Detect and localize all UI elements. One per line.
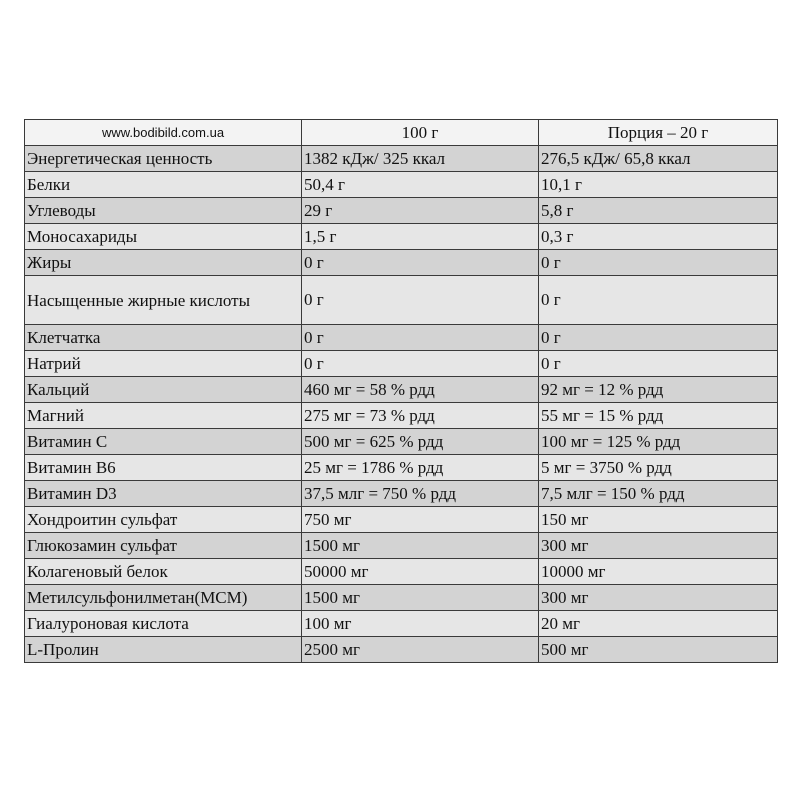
header-row [25, 120, 778, 146]
value-portion: 0 г [539, 276, 778, 325]
table-row [25, 146, 778, 172]
table-header [25, 120, 778, 146]
value-portion: 5 мг = 3750 % рдд [539, 455, 778, 481]
value-portion: 500 мг [539, 637, 778, 663]
value-100g: 25 мг = 1786 % рдд [302, 455, 539, 481]
value-portion: 10000 мг [539, 559, 778, 585]
nutrient-name: Витамин В6 [25, 455, 302, 481]
nutrient-name: Витамин С [25, 429, 302, 455]
table-row [25, 351, 778, 377]
table-row [25, 507, 778, 533]
table-row [25, 533, 778, 559]
value-portion: 92 мг = 12 % рдд [539, 377, 778, 403]
value-portion: 100 мг = 125 % рдд [539, 429, 778, 455]
value-portion: 276,5 кДж/ 65,8 ккал [539, 146, 778, 172]
value-100g: 100 мг [302, 611, 539, 637]
value-100g: 460 мг = 58 % рдд [302, 377, 539, 403]
value-100g: 1,5 г [302, 224, 539, 250]
nutrition-table [24, 119, 778, 663]
nutrient-name: Клетчатка [25, 325, 302, 351]
table-row [25, 637, 778, 663]
value-100g: 0 г [302, 325, 539, 351]
value-portion: 0 г [539, 351, 778, 377]
table-body [25, 146, 778, 663]
value-portion: 5,8 г [539, 198, 778, 224]
value-100g: 29 г [302, 198, 539, 224]
table-row [25, 325, 778, 351]
value-portion: 150 мг [539, 507, 778, 533]
nutrient-name: Гиалуроновая кислота [25, 611, 302, 637]
nutrient-name: Кальций [25, 377, 302, 403]
value-100g: 1382 кДж/ 325 ккал [302, 146, 539, 172]
value-100g: 0 г [302, 351, 539, 377]
value-100g: 0 г [302, 250, 539, 276]
nutrient-name: Энергетическая ценность [25, 146, 302, 172]
nutrient-name: Глюкозамин сульфат [25, 533, 302, 559]
nutrient-name: Жиры [25, 250, 302, 276]
table-row [25, 429, 778, 455]
value-100g: 50,4 г [302, 172, 539, 198]
nutrient-name: L-Пролин [25, 637, 302, 663]
table-row [25, 585, 778, 611]
value-100g: 37,5 млг = 750 % рдд [302, 481, 539, 507]
value-100g: 750 мг [302, 507, 539, 533]
table-row [25, 250, 778, 276]
value-portion: 20 мг [539, 611, 778, 637]
value-100g: 500 мг = 625 % рдд [302, 429, 539, 455]
value-portion: 0 г [539, 325, 778, 351]
table-row [25, 198, 778, 224]
table-row [25, 224, 778, 250]
nutrient-name: Натрий [25, 351, 302, 377]
table-row [25, 611, 778, 637]
header-portion: Порция – 20 г [539, 120, 778, 146]
table-row [25, 455, 778, 481]
nutrient-name: Углеводы [25, 198, 302, 224]
table-row [25, 377, 778, 403]
nutrient-name: Белки [25, 172, 302, 198]
value-100g: 1500 мг [302, 533, 539, 559]
value-100g: 0 г [302, 276, 539, 325]
nutrient-name: Моносахариды [25, 224, 302, 250]
value-portion: 300 мг [539, 585, 778, 611]
value-portion: 7,5 млг = 150 % рдд [539, 481, 778, 507]
table-row [25, 481, 778, 507]
table-row [25, 172, 778, 198]
value-portion: 300 мг [539, 533, 778, 559]
nutrient-name: Насыщенные жирные кислоты [25, 276, 302, 325]
table-row [25, 559, 778, 585]
value-portion: 10,1 г [539, 172, 778, 198]
value-100g: 50000 мг [302, 559, 539, 585]
table-row [25, 403, 778, 429]
value-100g: 2500 мг [302, 637, 539, 663]
nutrient-name: Витамин D3 [25, 481, 302, 507]
nutrient-name: Хондроитин сульфат [25, 507, 302, 533]
nutrient-name: Магний [25, 403, 302, 429]
value-portion: 0,3 г [539, 224, 778, 250]
header-source: www.bodibild.com.ua [25, 120, 302, 146]
value-portion: 55 мг = 15 % рдд [539, 403, 778, 429]
value-portion: 0 г [539, 250, 778, 276]
nutrient-name: Метилсульфонилметан(МСМ) [25, 585, 302, 611]
value-100g: 275 мг = 73 % рдд [302, 403, 539, 429]
table-row [25, 276, 778, 325]
value-100g: 1500 мг [302, 585, 539, 611]
nutrient-name: Колагеновый белок [25, 559, 302, 585]
header-100g: 100 г [302, 120, 539, 146]
